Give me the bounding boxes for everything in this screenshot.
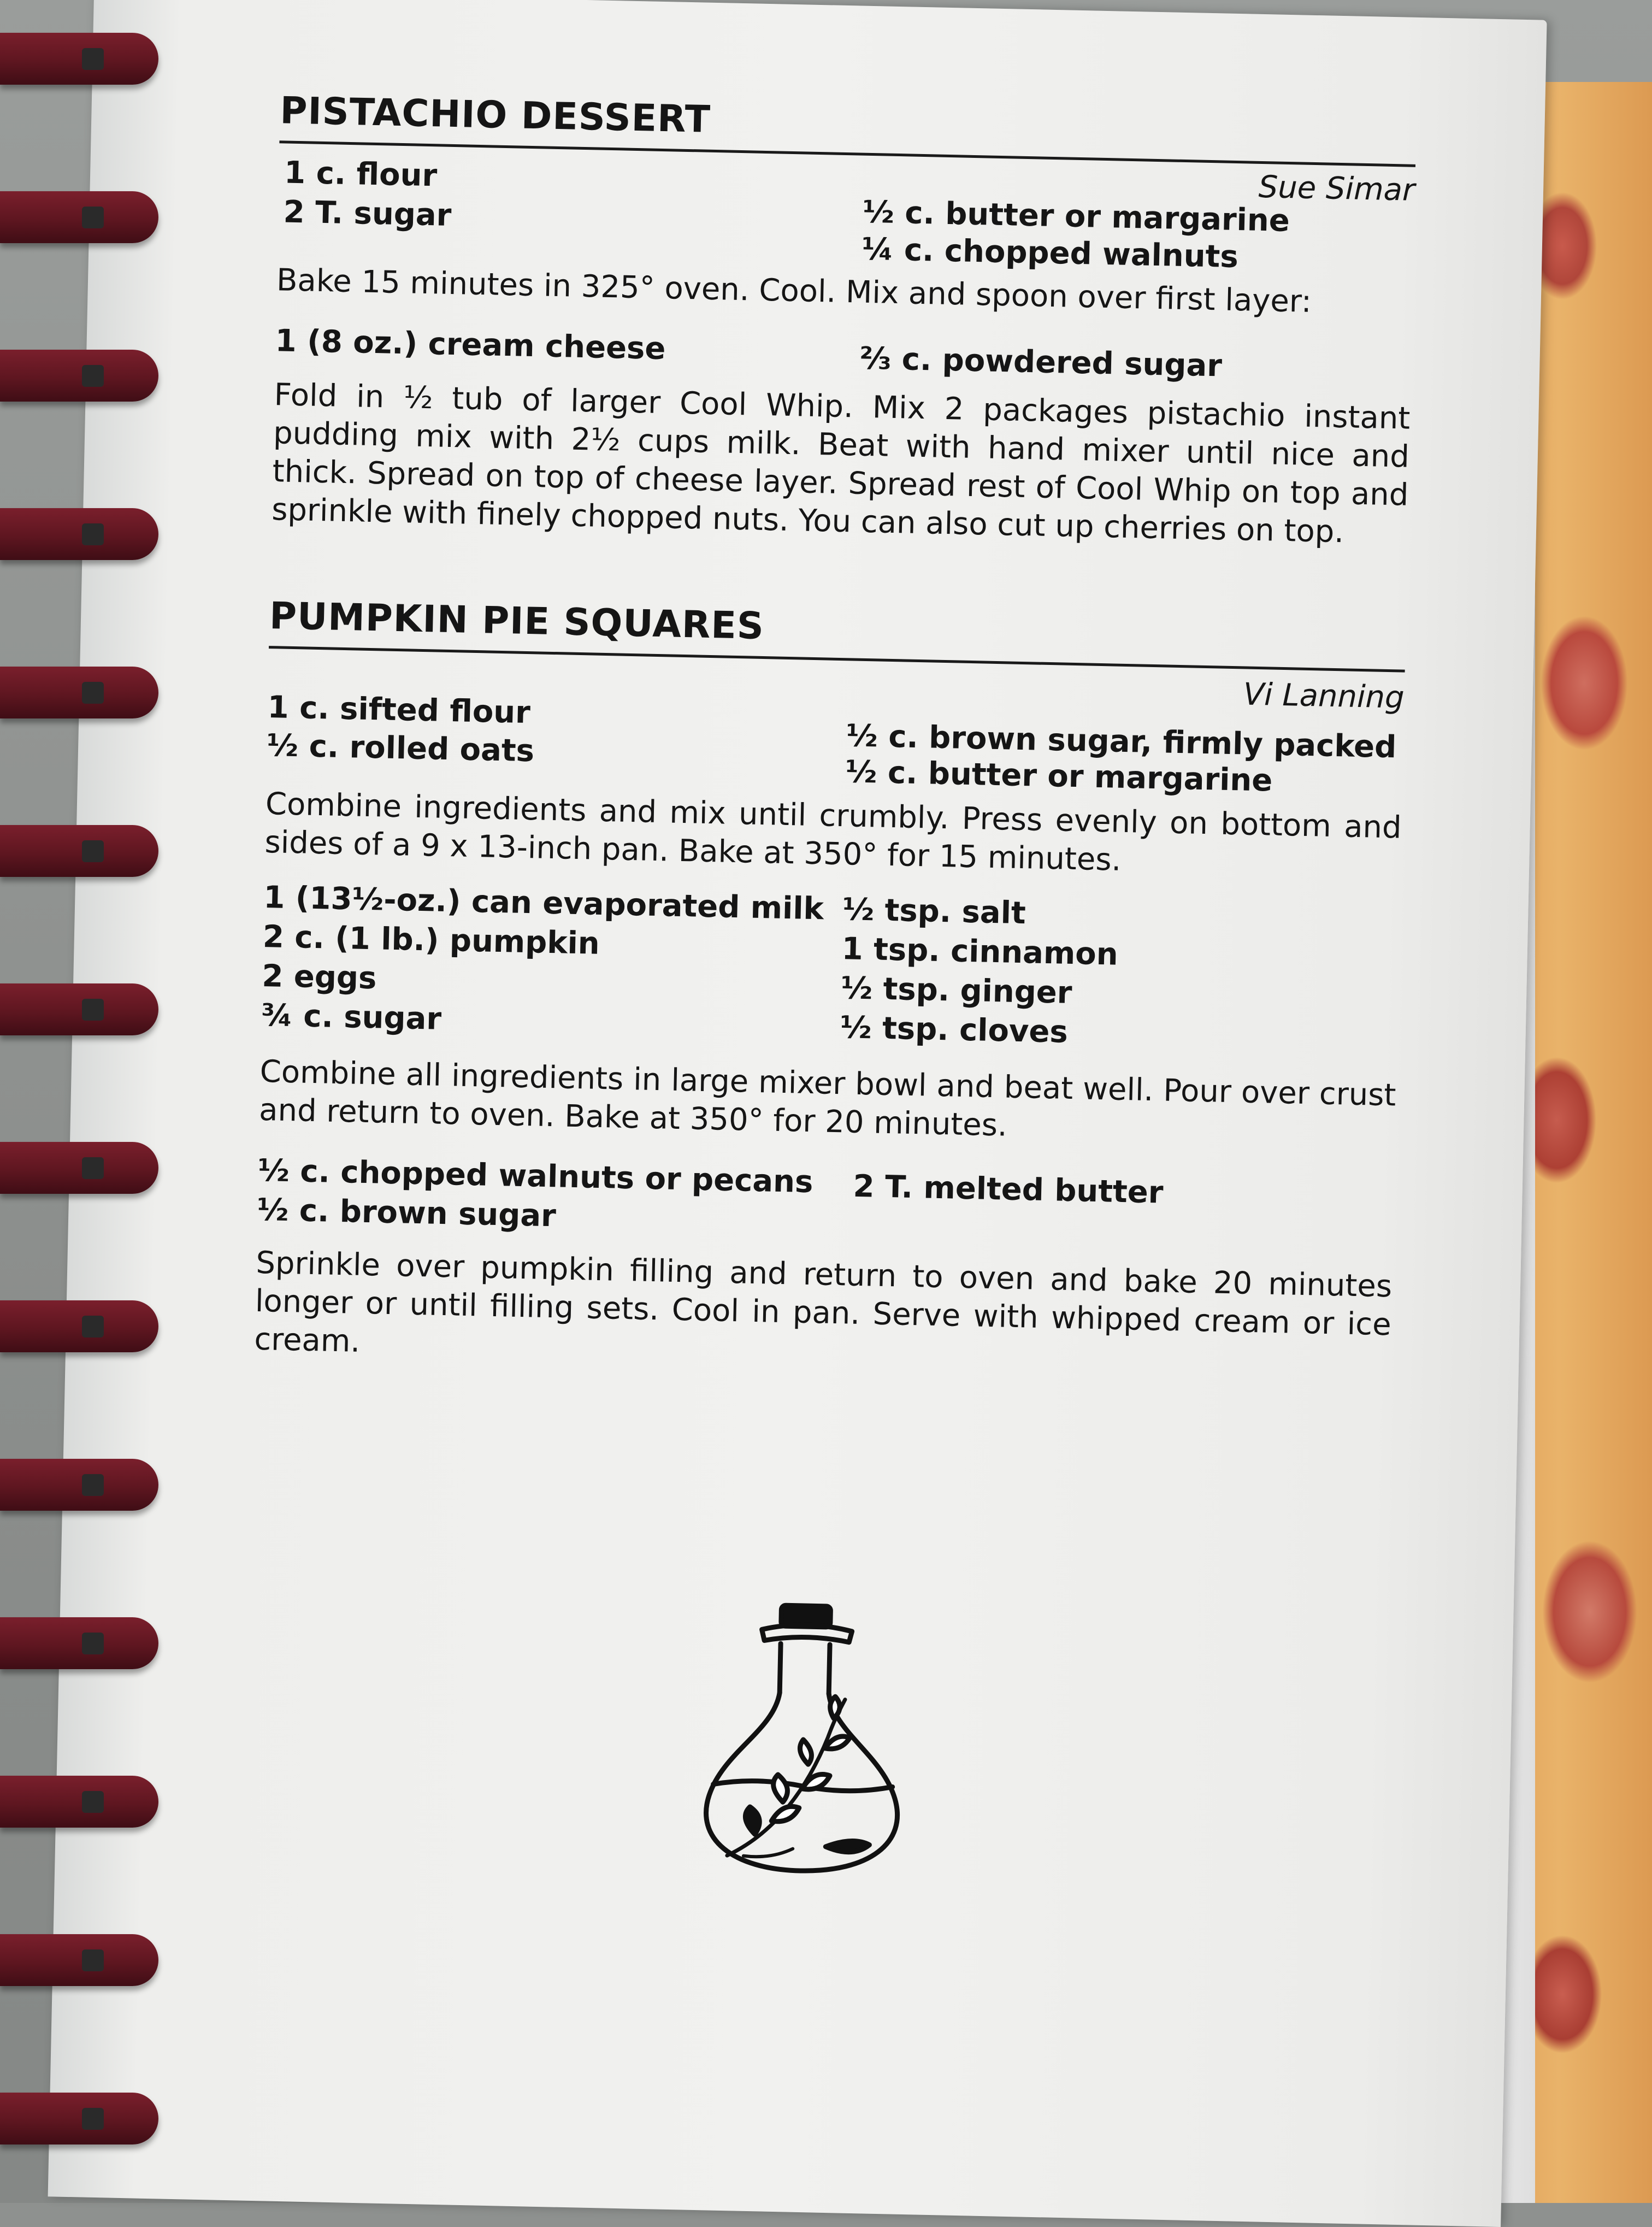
ingredients-left-column [283,153,453,235]
ingredient: 2 T. sugar [283,194,452,233]
ingredients-right-column [845,716,1397,803]
punch-hole [82,682,104,704]
binding-ring [0,339,164,421]
ring-loop [0,508,158,560]
ring-loop [0,1459,158,1511]
recipe-title: PISTACHIO DESSERT [279,89,711,142]
ingredient: ⅔ c. powdered sugar [859,340,1223,384]
ingredients-right-column [859,339,1223,386]
page-content [254,89,1482,1384]
binding-ring [0,973,164,1054]
punch-hole [82,207,104,228]
ingredient: 1 (13½-oz.) can evaporated milk [263,879,824,927]
recipe-step: Combine ingredients and mix until crumbly. Press evenly on bottom and sides of a 9 x 13-inch pan. Bake at 350° for 15 minutes. [264,786,1402,878]
binding-ring [0,1923,164,2005]
binding-ring [0,656,164,738]
punch-hole [82,48,104,70]
ingredients-group [257,1151,1395,1257]
ring-loop [0,33,158,85]
ingredient: ½ c. chopped walnuts or pecans [257,1152,814,1200]
ring-loop [0,1300,158,1352]
punch-hole [82,1157,104,1179]
ingredient: ½ c. brown sugar [256,1192,557,1234]
punch-hole [82,1791,104,1813]
ingredient: 1 c. flour [284,155,438,194]
recipe-step: Combine all ingredients in large mixer bowl and beat well. Pour over crust and return to oven. Bake at 350° for 20 minutes. [258,1053,1397,1144]
binding-ring [0,1131,164,1213]
punch-hole [82,523,104,545]
ingredient: 2 c. (1 lb.) pumpkin [262,918,600,962]
punch-hole [82,999,104,1021]
ring-loop [0,1934,158,1986]
ingredient: ¼ c. chopped walnuts [861,231,1239,275]
ingredient: ½ c. butter or margarine [845,754,1273,799]
ingredient: ½ tsp. cloves [840,1010,1069,1050]
ring-loop [0,2093,158,2144]
binding-ring [0,2082,164,2164]
ring-loop [0,1142,158,1194]
ingredient: ½ c. rolled oats [266,728,535,769]
ring-loop [0,1776,158,1828]
recipe-step: Fold in ½ tub of larger Cool Whip. Mix 2 packages pistachio instant pudding mix with 2½ cups milk. Beat with hand mixer until nice and thick. Spread on top of cheese layer. Spread rest of Cool Whip on top and sprinkle with finely chopped nuts. You can also cut up cherries on top. [271,377,1411,550]
ingredients-left-column [275,321,666,369]
carafe-with-herb-icon [688,1598,924,1887]
punch-hole [82,1633,104,1654]
recipe-author: Sue Simar [1258,169,1415,208]
binding-ring [0,1606,164,1688]
ring-loop [0,983,158,1035]
spiral-binding [0,0,180,2203]
ingredient: 2 T. melted butter [852,1168,1164,1211]
binding-ring [0,180,164,262]
ingredients-left-column [257,1151,813,1241]
ring-loop [0,350,158,402]
punch-hole [82,840,104,862]
ingredient: ½ tsp. salt [842,892,1026,932]
ring-loop [0,825,158,877]
ring-loop [0,191,158,243]
punch-hole [82,365,104,387]
ring-loop [0,1617,158,1669]
ingredients-left-column [267,688,536,771]
binding-ring [0,497,164,579]
recipe-title: PUMPKIN PIE SQUARES [269,594,765,649]
punch-hole [82,1316,104,1338]
ingredient: ½ c. brown sugar, firmly packed [846,718,1397,765]
recipe-pumpkin-pie-squares [254,594,1472,1384]
punch-hole [82,1949,104,1971]
binding-ring [0,1448,164,1530]
ingredient: ½ c. butter or margarine [862,194,1290,239]
ingredient: ½ tsp. ginger [840,970,1073,1011]
ingredient: 1 (8 oz.) cream cheese [275,323,666,367]
ingredient: 1 tsp. cinnamon [841,931,1119,973]
ingredients-right-column [862,193,1290,278]
ingredients-right-column [840,890,1119,1053]
ingredients-right-column [853,1167,1164,1213]
ingredient: 2 eggs [261,958,377,997]
recipe-author: Vi Lanning [1243,676,1405,716]
cookbook-page [48,0,1547,2227]
binding-ring [0,814,164,896]
recipe-pistachio-dessert [272,89,1482,554]
punch-hole [82,2108,104,2130]
recipe-step: Sprinkle over pumpkin filling and return to oven and bake 20 minutes longer or until filling sets. Cool in pan. Serve with whipped cream or ice cream. [253,1245,1393,1359]
ring-loop [0,667,158,718]
binding-ring [0,1765,164,1847]
binding-ring [0,22,164,104]
punch-hole [82,1474,104,1496]
ingredient: 1 c. sifted flour [267,690,531,731]
ingredient: ¾ c. sugar [261,997,442,1037]
recipe-step: Bake 15 minutes in 325° oven. Cool. Mix and spoon over first layer: [276,262,1312,320]
ingredients-group [261,878,1400,1071]
ingredients-left-column [261,878,824,1047]
binding-ring [0,1289,164,1371]
